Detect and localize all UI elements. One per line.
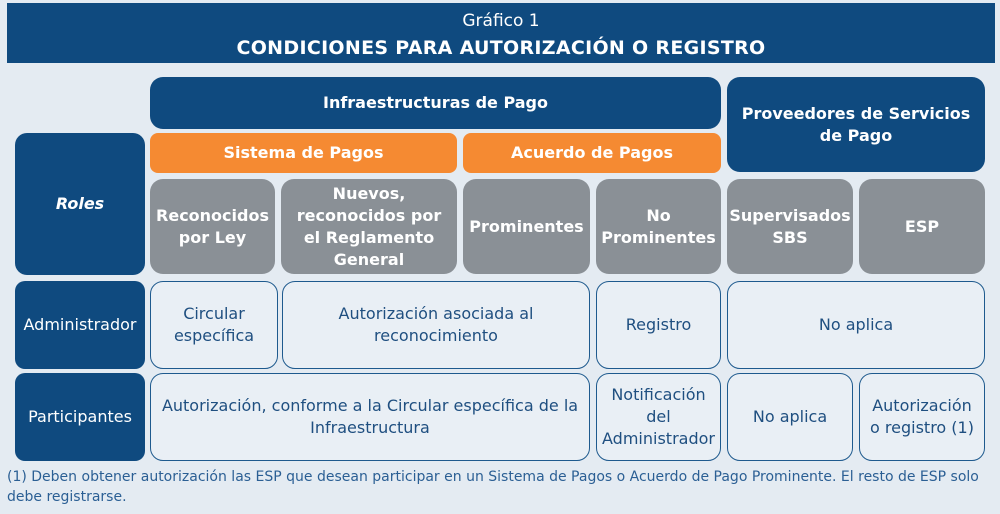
cell-admin-autorizacion: Autorización asociada al reconocimiento [282,281,590,369]
subheader-supervisados-sbs: Supervisados SBS [727,179,853,274]
cell-part-no-aplica: No aplica [727,373,853,461]
subheader-nuevos-reglamento: Nuevos, reconocidos por el Reglamento General [281,179,457,274]
proveedores-header: Proveedores de Servicios de Pago [727,77,985,172]
sistema-pagos-header: Sistema de Pagos [150,133,457,173]
chart-subtitle: Gráfico 1 [462,11,540,31]
cell-part-autorizacion-registro: Autorización o registro (1) [859,373,985,461]
subheader-reconocidos-ley: Reconocidos por Ley [150,179,275,274]
cell-part-notificacion: Notificación del Administrador [596,373,721,461]
footnote: (1) Deben obtener autorización las ESP que desean participar en un Sistema de Pagos o Acuerdo de Pago Prominente. El resto de ESP solo debe registrarse. [7,469,979,505]
infraestructuras-header: Infraestructuras de Pago [150,77,721,129]
subheader-esp: ESP [859,179,985,274]
cell-admin-no-aplica: No aplica [727,281,985,369]
chart-header [7,3,995,63]
row-label-administrador: Administrador [15,281,145,369]
subheader-no-prominentes: No Prominentes [596,179,721,274]
acuerdo-pagos-header: Acuerdo de Pagos [463,133,721,173]
row-label-participantes: Participantes [15,373,145,461]
cell-admin-registro: Registro [596,281,721,369]
cell-admin-circular: Circular específica [150,281,278,369]
cell-part-autorizacion: Autorización, conforme a la Circular específica de la Infraestructura [150,373,590,461]
subheader-prominentes: Prominentes [463,179,590,274]
chart-title: CONDICIONES PARA AUTORIZACIÓN O REGISTRO [236,37,766,59]
roles-label: Roles [15,133,145,275]
